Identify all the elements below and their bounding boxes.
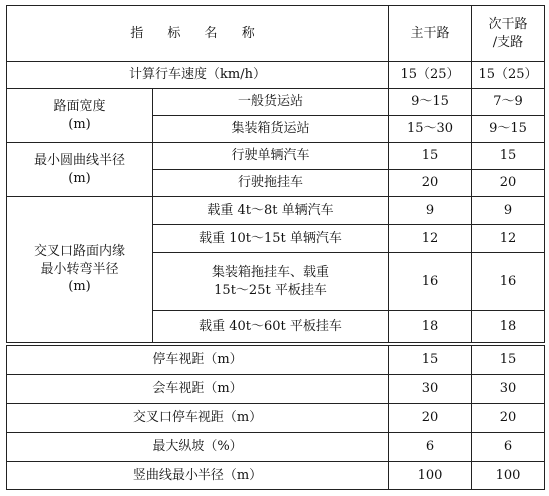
row-secondary: 15 [472, 143, 545, 170]
header-arterial: 主干路 [389, 6, 472, 62]
row-arterial: 20 [389, 170, 472, 197]
standards-table-sight [6, 345, 545, 490]
header-indicator: 指 标 名 称 [7, 6, 389, 62]
road-width-unit: (m) [68, 116, 91, 132]
row-secondary: 20 [472, 170, 545, 197]
row-secondary: 7～9 [472, 89, 545, 116]
speed-secondary: 15（25） [472, 62, 545, 89]
row-arterial: 20 [389, 404, 472, 433]
min-curve-title: 最小圆曲线半径 [33, 152, 125, 168]
row-label: 行驶单辆汽车 [153, 143, 389, 170]
speed-label: 计算行车速度（km/h） [7, 62, 389, 89]
road-width-title: 路面宽度 [53, 98, 106, 114]
header-secondary [472, 6, 545, 62]
row-arterial: 30 [389, 375, 472, 404]
row-label: 载重 10t～15t 单辆汽车 [153, 225, 389, 253]
header-secondary-line2: /支路 [492, 34, 524, 50]
table-row [7, 433, 545, 462]
row-secondary: 15 [472, 346, 545, 375]
min-curve-group [7, 143, 153, 197]
row-label-line2: 15t～25t 平板挂车 [214, 282, 327, 298]
row-arterial: 6 [389, 433, 472, 462]
speed-arterial: 15（25） [389, 62, 472, 89]
header-secondary-line1: 次干路 [488, 16, 528, 32]
row-secondary: 12 [472, 225, 545, 253]
table-row [7, 143, 545, 170]
row-arterial: 15 [389, 346, 472, 375]
row-secondary: 100 [472, 462, 545, 490]
row-label: 停车视距（m） [7, 346, 389, 375]
intersection-unit: (m) [68, 279, 91, 295]
row-label: 会车视距（m） [7, 375, 389, 404]
intersection-title-line2: 最小转弯半径 [40, 261, 119, 277]
row-secondary: 30 [472, 375, 545, 404]
road-width-group [7, 89, 153, 143]
row-label: 交叉口停车视距（m） [7, 404, 389, 433]
intersection-group [7, 197, 153, 343]
row-label: 最大纵坡（%） [7, 433, 389, 462]
row-label: 载重 4t～8t 单辆汽车 [153, 197, 389, 225]
row-secondary: 18 [472, 311, 545, 343]
row-label: 一般货运站 [153, 89, 389, 116]
intersection-title-line1: 交叉口路面内缘 [33, 244, 125, 260]
row-arterial: 15～30 [389, 116, 472, 143]
row-arterial: 18 [389, 311, 472, 343]
row-label: 载重 40t～60t 平板挂车 [153, 311, 389, 343]
table-row [7, 346, 545, 375]
min-curve-unit: (m) [68, 170, 91, 186]
row-arterial: 9～15 [389, 89, 472, 116]
row-arterial: 15 [389, 143, 472, 170]
row-secondary: 6 [472, 433, 545, 462]
row-label-line1: 集装箱拖挂车、载重 [211, 264, 329, 280]
row-label: 行驶拖挂车 [153, 170, 389, 197]
row-secondary: 20 [472, 404, 545, 433]
row-arterial: 9 [389, 197, 472, 225]
header-row [7, 6, 545, 62]
row-label: 集装箱货运站 [153, 116, 389, 143]
row-label [153, 253, 389, 311]
table-row [7, 375, 545, 404]
table-row [7, 462, 545, 490]
row-secondary: 9 [472, 197, 545, 225]
row-label: 竖曲线最小半径（m） [7, 462, 389, 490]
row-arterial: 100 [389, 462, 472, 490]
row-arterial: 16 [389, 253, 472, 311]
row-secondary: 16 [472, 253, 545, 311]
table-row [7, 89, 545, 116]
row-secondary: 9～15 [472, 116, 545, 143]
table-row [7, 404, 545, 433]
table-row [7, 197, 545, 225]
row-arterial: 12 [389, 225, 472, 253]
speed-row [7, 62, 545, 89]
standards-table-main [6, 5, 545, 343]
